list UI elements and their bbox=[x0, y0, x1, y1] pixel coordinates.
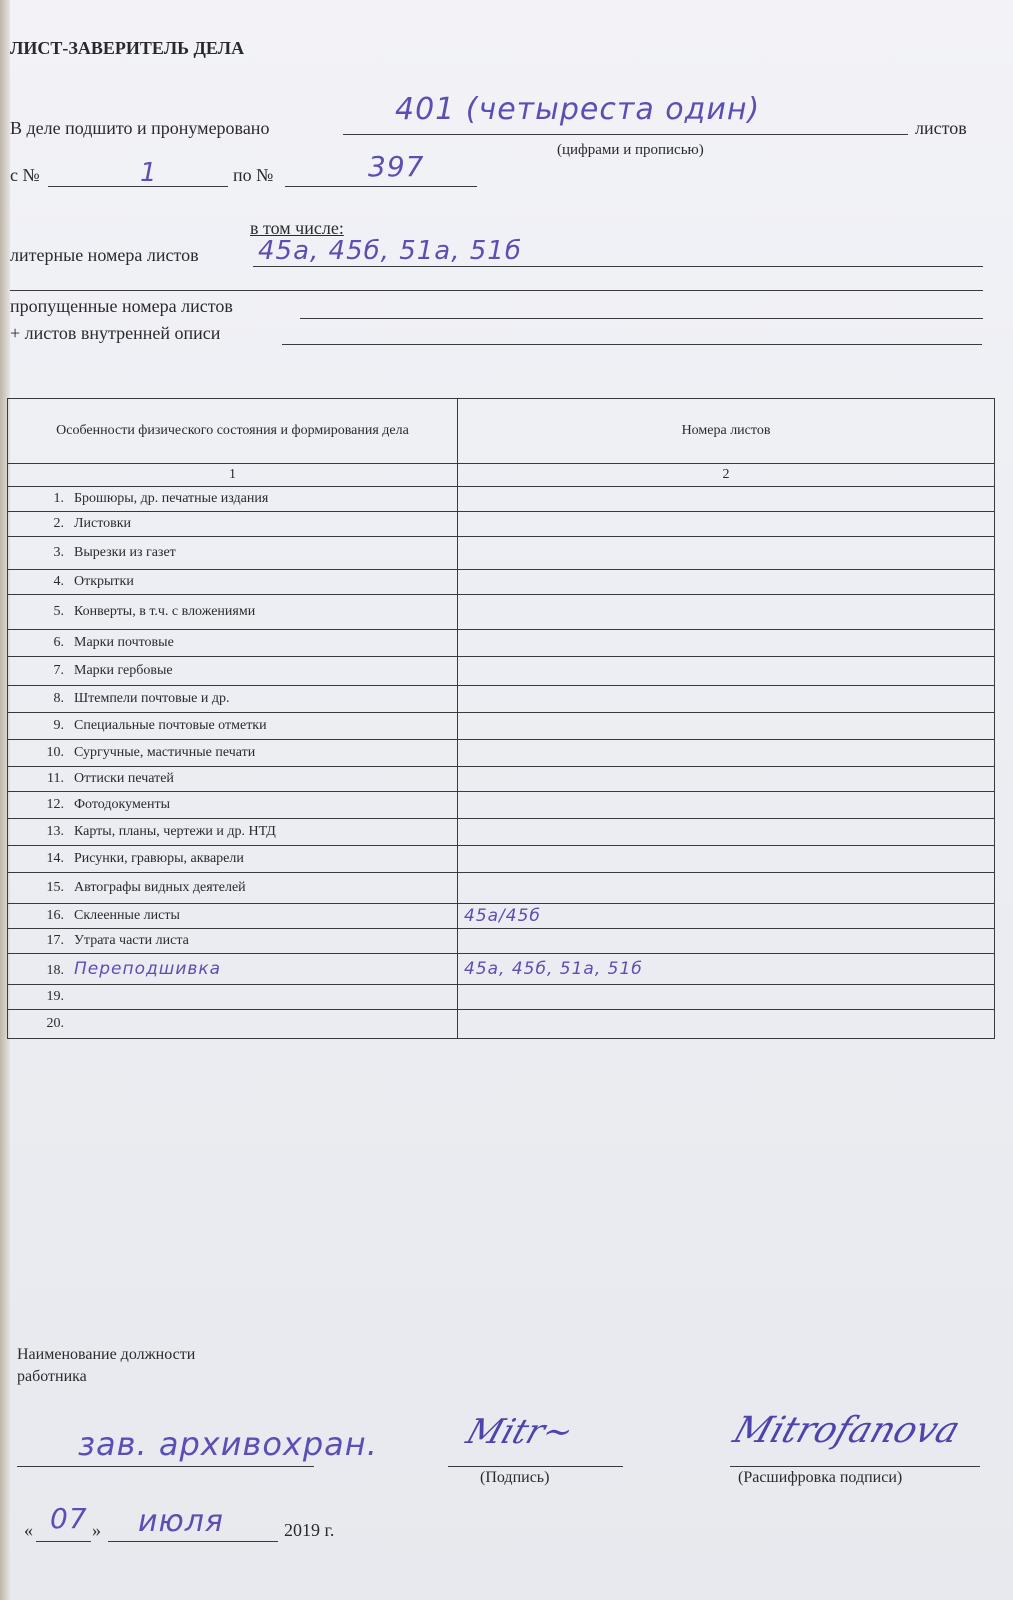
table-row bbox=[8, 1010, 995, 1039]
row-label: Специальные почтовые отметки bbox=[74, 718, 267, 733]
row-label: Сургучные, мастичные печати bbox=[74, 745, 256, 760]
table-row-feature-cell bbox=[8, 846, 458, 873]
table-row-sheet-numbers-cell bbox=[458, 929, 995, 954]
row-sheet-numbers-value: 45а, 45б, 51а, 51б bbox=[464, 959, 643, 979]
count-prefix-label: В деле подшито и пронумеровано bbox=[10, 118, 270, 138]
row-label: Брошюры, др. печатные издания bbox=[74, 491, 269, 506]
table-row bbox=[8, 686, 995, 713]
table-row-feature-cell bbox=[8, 904, 458, 929]
row-label: Склеенные листы bbox=[74, 908, 180, 923]
table-column-number: 2 bbox=[458, 464, 995, 487]
row-label: Утрата части листа bbox=[74, 933, 189, 948]
row-label: Автографы видных деятелей bbox=[74, 880, 246, 895]
table-column-number: 1 bbox=[8, 464, 458, 487]
letter-pages-extra-line bbox=[10, 290, 983, 291]
table-row-feature-cell bbox=[8, 929, 458, 954]
letter-pages-underline bbox=[253, 266, 983, 267]
row-label: Штемпели почтовые и др. bbox=[74, 691, 230, 706]
table-row-sheet-numbers-cell bbox=[458, 904, 995, 929]
row-label: Карты, планы, чертежи и др. НТД bbox=[74, 824, 276, 839]
table-row bbox=[8, 846, 995, 873]
count-suffix-label: листов bbox=[915, 118, 967, 138]
features-table bbox=[7, 398, 995, 1039]
table-row-feature-cell bbox=[8, 792, 458, 819]
row-number: 5. bbox=[53, 604, 64, 619]
row-number: 11. bbox=[47, 771, 64, 786]
table-row-feature-cell bbox=[8, 487, 458, 512]
count-hint-label: (цифрами и прописью) bbox=[557, 142, 704, 158]
row-number: 17. bbox=[46, 933, 64, 948]
row-label: Марки почтовые bbox=[74, 635, 174, 650]
table-row bbox=[8, 954, 995, 985]
table-column-number-row bbox=[8, 464, 995, 487]
table-row bbox=[8, 792, 995, 819]
row-number: 1. bbox=[53, 491, 64, 506]
row-number: 4. bbox=[53, 574, 64, 589]
date-quote-open: « bbox=[24, 1520, 33, 1540]
count-underline bbox=[343, 134, 908, 135]
row-number: 14. bbox=[46, 851, 64, 866]
row-label: Конверты, в т.ч. с вложениями bbox=[74, 604, 256, 619]
table-row bbox=[8, 630, 995, 657]
letter-pages-value: 45а, 45б, 51а, 51б bbox=[258, 236, 522, 266]
position-label: Наименование должности bbox=[17, 1346, 196, 1363]
range-to-underline bbox=[285, 186, 477, 187]
table-row-sheet-numbers-cell bbox=[458, 792, 995, 819]
table-row-sheet-numbers-cell bbox=[458, 873, 995, 904]
table-row bbox=[8, 819, 995, 846]
table-row-feature-cell bbox=[8, 767, 458, 792]
table-row-feature-cell bbox=[8, 873, 458, 904]
inner-inventory-underline bbox=[282, 344, 982, 345]
position-label-worker: работника bbox=[17, 1368, 87, 1385]
range-to-value: 397 bbox=[368, 150, 425, 183]
table-row bbox=[8, 985, 995, 1010]
range-to-label: по № bbox=[233, 165, 274, 185]
letter-pages-label: литерные номера листов bbox=[10, 245, 199, 265]
table-row-sheet-numbers-cell bbox=[458, 630, 995, 657]
date-quote-close: » bbox=[92, 1520, 101, 1540]
table-row-feature-cell bbox=[8, 740, 458, 767]
table-row-sheet-numbers-cell bbox=[458, 713, 995, 740]
range-from-value: 1 bbox=[140, 158, 158, 188]
table-row-sheet-numbers-cell bbox=[458, 487, 995, 512]
row-label: Оттиски печатей bbox=[74, 771, 174, 786]
missing-pages-underline bbox=[300, 318, 983, 319]
table-row bbox=[8, 904, 995, 929]
position-handwritten-value: зав. архивохран. bbox=[78, 1425, 378, 1463]
table-row-sheet-numbers-cell bbox=[458, 819, 995, 846]
decode-signature-mark: Mitrofanova bbox=[728, 1410, 965, 1451]
row-number: 16. bbox=[46, 908, 64, 923]
table-row-feature-cell bbox=[8, 954, 458, 985]
table-row-feature-cell bbox=[8, 512, 458, 537]
range-from-underline bbox=[48, 186, 228, 187]
signature-mark: Mitr~ bbox=[461, 1412, 579, 1452]
table-row-sheet-numbers-cell bbox=[458, 954, 995, 985]
table-row-feature-cell bbox=[8, 686, 458, 713]
table-header-sheet-numbers: Номера листов bbox=[458, 399, 995, 464]
row-number: 20. bbox=[46, 1016, 64, 1031]
date-day-value: 07 bbox=[50, 1502, 88, 1535]
table-row-feature-cell bbox=[8, 570, 458, 595]
table-row-sheet-numbers-cell bbox=[458, 657, 995, 686]
count-handwritten-value: 401 (четыреста один) bbox=[395, 92, 761, 127]
inner-inventory-label: + листов внутренней описи bbox=[10, 323, 221, 343]
date-month-value: июля bbox=[138, 1504, 224, 1539]
range-from-label: с № bbox=[10, 165, 40, 185]
row-number: 12. bbox=[46, 797, 64, 812]
row-label: Переподшивка bbox=[74, 959, 222, 979]
row-label: Рисунки, гравюры, акварели bbox=[74, 851, 244, 866]
row-number: 10. bbox=[46, 745, 64, 760]
table-row bbox=[8, 537, 995, 570]
table-row-sheet-numbers-cell bbox=[458, 686, 995, 713]
row-number: 6. bbox=[53, 635, 64, 650]
table-row-feature-cell bbox=[8, 819, 458, 846]
table-row bbox=[8, 740, 995, 767]
signature-label: (Подпись) bbox=[480, 1469, 550, 1486]
row-label: Марки гербовые bbox=[74, 663, 173, 678]
table-row bbox=[8, 595, 995, 630]
table-row-feature-cell bbox=[8, 630, 458, 657]
table-row bbox=[8, 512, 995, 537]
table-row-sheet-numbers-cell bbox=[458, 740, 995, 767]
table-row bbox=[8, 873, 995, 904]
row-number: 8. bbox=[53, 691, 64, 706]
row-label: Открытки bbox=[74, 574, 134, 589]
decode-underline bbox=[730, 1466, 980, 1467]
table-row-feature-cell bbox=[8, 713, 458, 740]
table-row-sheet-numbers-cell bbox=[458, 537, 995, 570]
table-row bbox=[8, 767, 995, 792]
row-label: Листовки bbox=[74, 516, 132, 531]
table-row bbox=[8, 657, 995, 686]
table-row bbox=[8, 713, 995, 740]
table-row bbox=[8, 929, 995, 954]
table-row-sheet-numbers-cell bbox=[458, 595, 995, 630]
row-number: 2. bbox=[53, 516, 64, 531]
table-row-feature-cell bbox=[8, 657, 458, 686]
table-row-sheet-numbers-cell bbox=[458, 570, 995, 595]
decode-label: (Расшифровка подписи) bbox=[738, 1469, 903, 1486]
date-year-label: 2019 г. bbox=[284, 1520, 335, 1540]
including-label: в том числе: bbox=[250, 218, 344, 238]
position-underline bbox=[17, 1466, 314, 1467]
row-number: 18. bbox=[46, 963, 64, 978]
row-number: 7. bbox=[53, 663, 64, 678]
table-row-sheet-numbers-cell bbox=[458, 985, 995, 1010]
row-label: Вырезки из газет bbox=[74, 545, 176, 560]
table-row-feature-cell bbox=[8, 1010, 458, 1039]
document-title: ЛИСТ-ЗАВЕРИТЕЛЬ ДЕЛА bbox=[10, 38, 245, 58]
table-row-feature-cell bbox=[8, 985, 458, 1010]
date-month-underline bbox=[108, 1541, 278, 1542]
row-number: 15. bbox=[46, 880, 64, 895]
table-row-sheet-numbers-cell bbox=[458, 767, 995, 792]
row-number: 13. bbox=[46, 824, 64, 839]
table-row bbox=[8, 487, 995, 512]
row-number: 19. bbox=[46, 989, 64, 1004]
table-row-sheet-numbers-cell bbox=[458, 512, 995, 537]
row-sheet-numbers-value: 45а/45б bbox=[464, 906, 541, 926]
missing-pages-label: пропущенные номера листов bbox=[10, 296, 233, 316]
table-row-feature-cell bbox=[8, 595, 458, 630]
table-header-row bbox=[8, 399, 995, 464]
row-label: Фотодокументы bbox=[74, 797, 171, 812]
row-number: 3. bbox=[53, 545, 64, 560]
signature-underline bbox=[448, 1466, 623, 1467]
row-number: 9. bbox=[53, 718, 64, 733]
table-row bbox=[8, 570, 995, 595]
date-day-underline bbox=[36, 1541, 91, 1542]
table-row-sheet-numbers-cell bbox=[458, 846, 995, 873]
table-header-features: Особенности физического состояния и формирования дела bbox=[8, 399, 458, 464]
table-row-feature-cell bbox=[8, 537, 458, 570]
table-row-sheet-numbers-cell bbox=[458, 1010, 995, 1039]
